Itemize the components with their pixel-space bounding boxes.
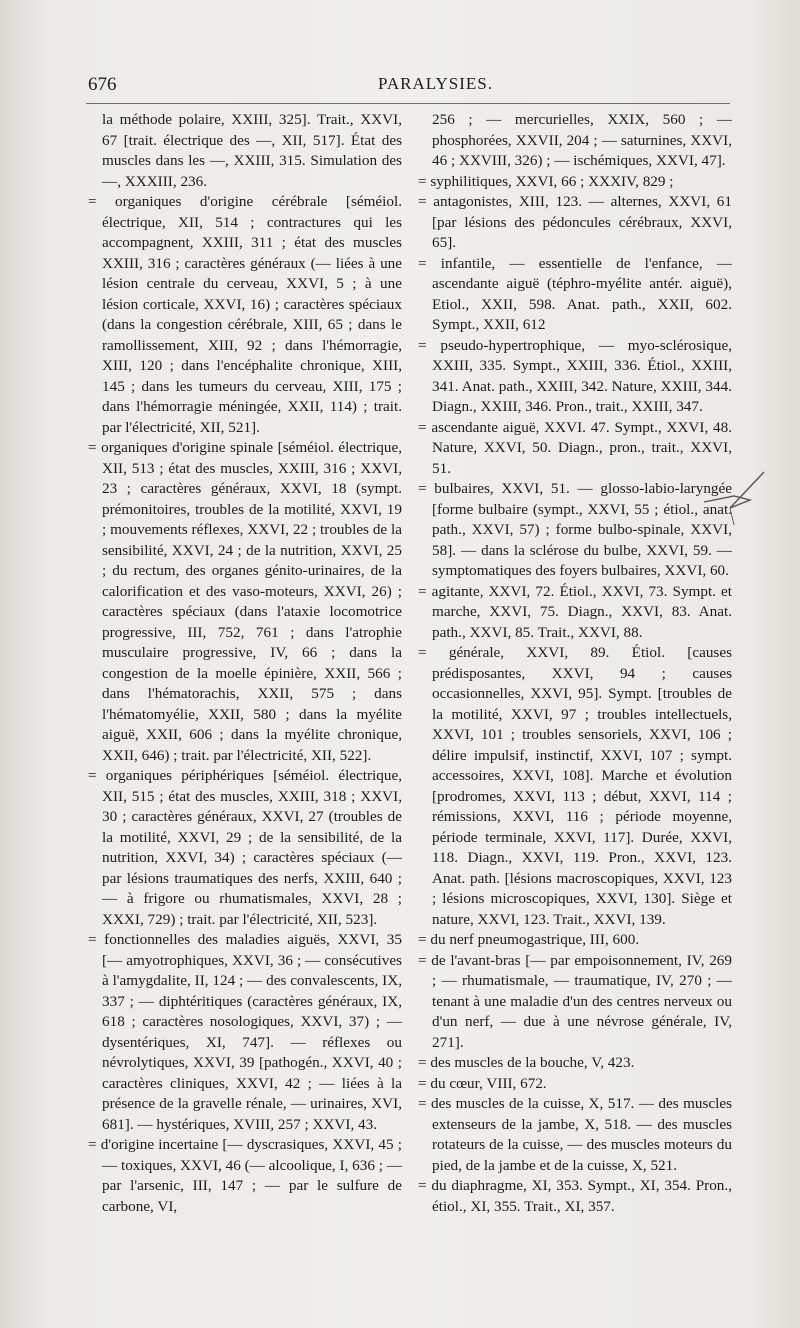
index-entry: = générale, XXVI, 89. Étiol. [causes prédisposantes, XXVI, 94 ; causes occasionnelles, XXVI, 95]. Sympt. [troubles de la motilité, XXVI, 97 ; troubles intellectuels, XXVI, 101 ; troubles sensoriels, XXVI, 106 ; délire impulsif, instinctif, XXVI, 107 ; sympt. accessoires, XXVI, 108]. Marche et évolution [prodromes, XXVI, 113 ; début, XXVI, 114 ; rémissions, XXVI, 116 ; période moyenne, période terminale, XXVI, 117]. Durée, XXVI, 118. Diagn., XXVI, 119. Pron., XXVI, 123. Anat. path. [lésions macroscopiques, XXVI, 123 ; lésions microscopiques, XXVI, 130]. Siège et nature, XXVI, 123. Trait., XXVI, 139. [418, 644, 732, 928]
index-entry: = organiques d'origine cérébrale [séméiol. électrique, XII, 514 ; contractures qui les accompagnent, XXIII, 311 ; état des muscles XXIII, 316 ; caractères généraux (— liées à une lésion centrale du cerveau, XXVI, 5 ; à une lésion corticale, XXVI, 16) ; caractères spéciaux (dans la congestion cérébrale, XIII, 65 ; dans le ramollissement, XIII, 92 ; dans l'hémorragie, XIII, 120 ; dans l'encéphalite chronique, XIII, 145 ; dans les tumeurs du cerveau, XIII, 175 ; dans l'hémorragie méningée, XXII, 114) ; trait. par l'électricité, XII, 521]. [88, 193, 402, 436]
column-gutter [409, 112, 410, 1252]
index-entry: = organiques périphériques [séméiol. électrique, XII, 515 ; état des muscles, XXIII, 318 ; XXVI, 30 ; caractères généraux, XXVI, 27 (troubles de la motilité, XXVI, 29 ; de la sensibilité, de la nutrition, XXVI, 34) ; caractères spéciaux (— par lésions traumatiques des nerfs, XXIII, 640 ; — à frigore ou rhumatismales, XXVI, 28 ; XXXI, 729) ; trait. par l'électricité, XII, 523]. [88, 767, 402, 928]
index-entry: = antagonistes, XIII, 123. — alternes, XXVI, 61 [par lésions des pédoncules cérébraux, XXVI, 65]. [418, 193, 732, 251]
index-entry: = du cœur, VIII, 672. [418, 1074, 547, 1092]
index-entry: = syphilitiques, XXVI, 66 ; XXXIV, 829 ; [418, 172, 674, 190]
index-entry: = fonctionnelles des maladies aiguës, XXVI, 35 [— amyotrophiques, XXVI, 36 ; — consécutives à l'amygdalite, II, 124 ; — des convalescents, IX, 337 ; — diphtéritiques (caractères généraux, IX, 618 ; caractères nosologiques, XXVI, 37) ; — dysentériques, XI, 747]. — réflexes ou névrolytiques, XXVI, 39 [pathogén., XXVI, 40 ; caractères cliniques, XXVI, 42 ; — liées à la présence de la gravelle rénale, — urinaires, XVI, 681]. — hystériques, XVIII, 257 ; XXVI, 43. [88, 931, 402, 1133]
index-entry: la méthode polaire, XXIII, 325]. Trait., XXVI, 67 [trait. électrique des —, XII, 517]. État des muscles dans les —, XXIII, 315. Simulation des —, XXXIII, 236. [102, 111, 402, 190]
index-entry: = infantile, — essentielle de l'enfance, — ascendante aiguë (téphro-myélite antér. aiguë), Etiol., XXII, 598. Anat. path., XXII, 602. Sympt., XXII, 612 [418, 254, 732, 333]
index-entry: = organiques d'origine spinale [séméiol. électrique, XII, 513 ; état des muscles, XXIII, 316 ; XXVI, 23 ; caractères généraux, XXVI, 18 (sympt. prémonitoires, troubles de la motilité, XXVI, 19 ; mouvements réflexes, XXVI, 22 ; troubles de la sensibilité, XXVI, 24 ; de la nutrition, XXVI, 25 ; du rectum, des organes génito-urinaires, de la calorification et des vaso-moteurs, XXVI, 26) ; caractères spéciaux (dans l'ataxie locomotrice progressive, III, 752, 761 ; dans l'atrophie musculaire progressive, IV, 66 ; dans la congestion de la moelle épinière, XXII, 566 ; dans l'hématorachis, XXII, 575 ; dans l'hématomyélie, XXII, 580 ; dans la myélite aiguë, XXII, 606 ; dans la myélite chronique, XXII, 646) ; trait. par l'électricité, XII, 522]. [88, 439, 402, 764]
pencil-annotation-icon [700, 470, 770, 530]
index-entry: = du diaphragme, XI, 353. Sympt., XI, 354. Pron., étiol., XI, 355. Trait., XI, 357. [418, 1177, 732, 1215]
index-entry: = des muscles de la cuisse, X, 517. — des muscles extenseurs de la jambe, X, 518. — des muscles rotateurs de la cuisse, — des muscles moteurs du pied, de la jambe et de la cuisse, X, 521. [418, 1095, 732, 1174]
index-entry: = des muscles de la bouche, V, 423. [418, 1054, 635, 1071]
index-entry: = agitante, XXVI, 72. Étiol., XXVI, 73. Sympt. et marche, XXVI, 75. Diagn., XXVI, 83. Anat. path., XXVI, 85. Trait., XXVI, 88. [418, 582, 732, 641]
index-entry: = de l'avant-bras [— par empoisonnement, IV, 269 ; — rhumatismale, — traumatique, IV, 270 ; — tenant à une maladie d'un des centres nerveux ou d'un nerf, — due à une névrose générale, IV, 271]. [418, 951, 732, 1051]
index-entry: = pseudo-hypertrophique, — myo-sclérosique, XXIII, 335. Sympt., XXIII, 336. Étiol., XXIII, 341. Anat. path., XXIII, 342. Nature, XXIII, 344. Diagn., XXIII, 346. Pron., trait., XXIII, 347. [418, 336, 732, 415]
page-header [88, 74, 728, 104]
index-entry: = du nerf pneumogastrique, III, 600. [418, 931, 640, 948]
index-entry: 256 ; — mercurielles, XXIX, 560 ; — phosphorées, XXVII, 204 ; — saturnines, XXVI, 46 ; XXVIII, 326) ; — ischémiques, XXVI, 47]. [432, 111, 732, 169]
page-number: 676 [88, 74, 117, 95]
left-column [88, 110, 402, 1217]
index-entry: = d'origine incertaine [— dyscrasiques, XXVI, 45 ; — toxiques, XXVI, 46 (— alcoolique, I, 636 ; — par l'arsenic, III, 147 ; — par le sulfure de carbone, VI, [88, 1136, 402, 1215]
header-rule [86, 103, 730, 104]
index-entry: = bulbaires, XXVI, 51. — glosso-labio-laryngée [forme bulbaire (sympt., XXVI, 55 ; étiol., anat. path., XXVI, 57) ; forme bulbo-spinale, XXVI, 58]. — dans la sclérose du bulbe, XXVI, 59. — symptomatiques des foyers bulbaires, XXVI, 60. [418, 480, 732, 579]
right-column [418, 110, 732, 1217]
running-head: PARALYSIES. [378, 74, 493, 93]
index-entry: = ascendante aiguë, XXVI. 47. Sympt., XXVI, 48. Nature, XXVI, 50. Diagn., pron., trait., XXVI, 51. [418, 418, 732, 477]
